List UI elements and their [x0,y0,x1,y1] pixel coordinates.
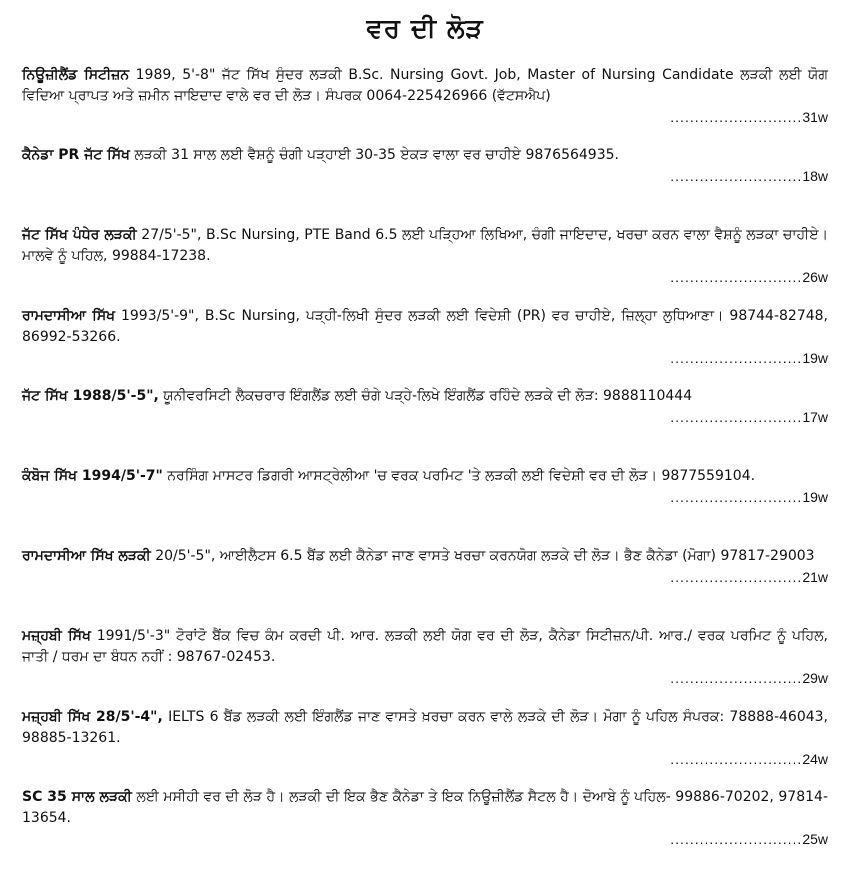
ad-reference [22,487,828,507]
ad-highlight: SC 35 ਸਾਲ ਲੜਕੀ [22,788,132,805]
ad-text [22,225,828,267]
ad-highlight: ਰਾਮਦਾਸੀਆ ਸਿੱਖ ਲੜਕੀ [22,548,151,565]
ad-reference [22,348,828,368]
ad-leader-dots: ........................... [670,109,803,125]
ad-entry [22,386,828,466]
ad-entry [22,626,828,706]
page-title: ਵਰ ਦੀ ਲੋੜ [366,14,484,44]
ad-list [22,65,828,867]
ad-entry [22,306,828,386]
ad-highlight: ਕੈਨੇਡਾ PR ਜੱਟ ਸਿੱਖ [22,147,130,164]
ad-text [22,707,828,749]
ad-code: 19w [802,488,828,505]
ad-body: ਯੂਨੀਵਰਸਿਟੀ ਲੈਕਚਰਾਰ ਇੰਗਲੈਂਡ ਲਈ ਚੰਗੇ ਪੜ੍ਹੇ-ਲਿਖੇ ਇੰਗਲੈਂਡ ਰਹਿੰਦੇ ਲੜਕੇ ਦੀ ਲੋੜ: 9888110444 [163,387,693,404]
ad-text [22,386,828,407]
ad-leader-dots: ........................... [670,488,803,505]
ad-text [22,626,828,668]
ad-text [22,787,828,829]
ad-body: ਨਰਸਿੰਗ ਮਾਸਟਰ ਡਿਗਰੀ ਆਸਟ੍ਰੇਲੀਆ 'ਚ ਵਰਕ ਪਰਮਿਟ 'ਤੇ ਲੜਕੀ ਲਈ ਵਿਦੇਸ਼ੀ ਵਰ ਦੀ ਲੋੜ। 9877559104. [167,467,756,484]
ad-entry [22,65,828,145]
ad-body: ਲੜਕੀ 31 ਸਾਲ ਲਈ ਵੈਸ਼ਨੂੰ ਚੰਗੀ ਪੜ੍ਹਾਈ 30-35 ਏਕੜ ਵਾਲਾ ਵਰ ਚਾਹੀਏ 9876564935. [134,147,619,164]
ad-code: 31w [802,109,828,125]
ad-entry [22,707,828,787]
ad-text [22,65,828,107]
ad-code: 19w [802,349,828,366]
ad-leader-dots: ........................... [670,269,803,286]
ad-body: 27/5'-5", B.Sc Nursing, PTE Band 6.5 ਲਈ ਪੜ੍ਹਿਆ ਲਿਖਿਆ, ਚੰਗੀ ਜਾਇਦਾਦ, ਖਰਚਾ ਕਰਨ ਵਾਲਾ ਵੈਸ਼ਨੂੰ ਲੜਕਾ ਚਾਹੀਏ। ਮਾਲਵੇ ਨੂੰ ਪਹਿਲ, 99884-17238. [22,227,829,265]
ad-body: ਲਈ ਮਸੀਹੀ ਵਰ ਦੀ ਲੋੜ ਹੈ। ਲੜਕੀ ਦੀ ਇਕ ਭੈਣ ਕੈਨੇਡਾ ਤੇ ਇਕ ਨਿਊਜ਼ੀਲੈਂਡ ਸੈਟਲ ਹੈ। ਦੋਆਬੇ ਨੂੰ ਪਹਿਲ- 99886-70202, 97814-13654. [22,788,828,826]
ad-body: 1989, 5'-8" ਜੱਟ ਸਿੱਖ ਸੁੰਦਰ ਲੜਕੀ B.Sc. Nursing Govt. Job, Master of Nursing Candidate ਲੜਕੀ ਲਈ ਯੋਗ ਵਿਦਿਆ ਪ੍ਰਾਪਤ ਅਤੇ ਜ਼ਮੀਨ ਜਾਇਦਾਦ ਵਾਲੇ ਵਰ ਦੀ ਲੋੜ। ਸੰਪਰਕ 0064-225426966 (ਵੱਟਸਐਪ) [22,67,828,104]
ad-body: 20/5'-5", ਆਈਲੈਟਸ 6.5 ਬੈਂਡ ਲਈ ਕੈਨੇਡਾ ਜਾਣ ਵਾਸਤੇ ਖਰਚਾ ਕਰਨਯੋਗ ਲੜਕੇ ਦੀ ਲੋੜ। ਭੈਣ ਕੈਨੇਡਾ (ਮੋਗਾ) 97817-29003 [155,548,815,565]
ad-code: 26w [802,269,828,286]
ad-reference [22,407,828,427]
ad-leader-dots: ........................... [670,830,803,847]
ad-code: 25w [802,830,828,847]
ad-reference [22,668,828,688]
ad-code: 17w [802,408,828,425]
ad-highlight: ਜੱਟ ਸਿੱਖ 1988/5'-5", [22,387,159,404]
ad-reference [22,267,828,287]
ad-text [22,466,828,487]
ad-text [22,546,828,567]
ad-body: 1993/5'-9", B.Sc Nursing, ਪੜ੍ਹੀ-ਲਿਖੀ ਸੁੰਦਰ ਲੜਕੀ ਲਈ ਵਿਦੇਸ਼ੀ (PR) ਵਰ ਚਾਹੀਏ, ਜ਼ਿਲ੍ਹਾ ਲੁਧਿਆਣਾ। 98744-82748, 86992-53266. [22,307,828,345]
ad-body: 1991/5'-3" ਟੋਰਾਂਟੋ ਬੈਂਕ ਵਿਚ ਕੰਮ ਕਰਦੀ ਪੀ. ਆਰ. ਲੜਕੀ ਲਈ ਯੋਗ ਵਰ ਦੀ ਲੋੜ, ਕੈਨੇਡਾ ਸਿਟੀਜ਼ਨ/ਪੀ. ਆਰ./ ਵਰਕ ਪਰਮਿਟ ਨੂੰ ਪਹਿਲ, ਜਾਤੀ / ਧਰਮ ਦਾ ਬੰਧਨ ਨਹੀਂ : 98767-02453. [22,628,829,666]
ad-code: 24w [802,750,828,767]
ad-entry [22,787,828,867]
ad-text [22,145,828,166]
ad-highlight: ਕੰਬੋਜ ਸਿੱਖ 1994/5'-7" [22,467,163,484]
ad-leader-dots: ........................... [670,349,803,366]
ad-code: 18w [802,168,828,185]
ad-text [22,306,828,348]
ad-code: 21w [802,569,828,586]
ad-reference [22,567,828,587]
ad-code: 29w [802,670,828,687]
ad-reference [22,107,828,127]
ad-entry [22,466,828,546]
ad-reference [22,166,828,186]
ad-reference [22,829,828,849]
ad-entry [22,546,828,626]
ad-reference [22,749,828,769]
ad-leader-dots: ........................... [670,408,803,425]
ad-highlight: ਮਜ਼੍ਹਬੀ ਸਿੱਖ 28/5'-4", [22,708,163,725]
ad-leader-dots: ........................... [670,569,803,586]
ad-highlight: ਨਿਊਜ਼ੀਲੈਂਡ ਸਿਟੀਜ਼ਨ [22,67,130,83]
ad-entry [22,145,828,225]
ad-body: IELTS 6 ਬੈਂਡ ਲੜਕੀ ਲਈ ਇੰਗਲੈਂਡ ਜਾਣ ਵਾਸਤੇ ਖ਼ਰਚਾ ਕਰਨ ਵਾਲੇ ਲੜਕੇ ਦੀ ਲੋੜ। ਮੋਗਾ ਨੂੰ ਪਹਿਲ ਸੰਪਰਕ: 78888-46043, 98885-13261. [22,708,829,746]
ad-highlight: ਜੱਟ ਸਿੱਖ ਪੰਧੇਰ ਲੜਕੀ [22,227,137,244]
ad-leader-dots: ........................... [670,750,803,767]
ad-highlight: ਰਾਮਦਾਸੀਆ ਸਿੱਖ [22,307,116,324]
ad-leader-dots: ........................... [670,168,803,185]
ad-leader-dots: ........................... [670,670,803,687]
ad-entry [22,225,828,305]
ad-highlight: ਮਜ਼੍ਹਬੀ ਸਿੱਖ [22,628,91,645]
